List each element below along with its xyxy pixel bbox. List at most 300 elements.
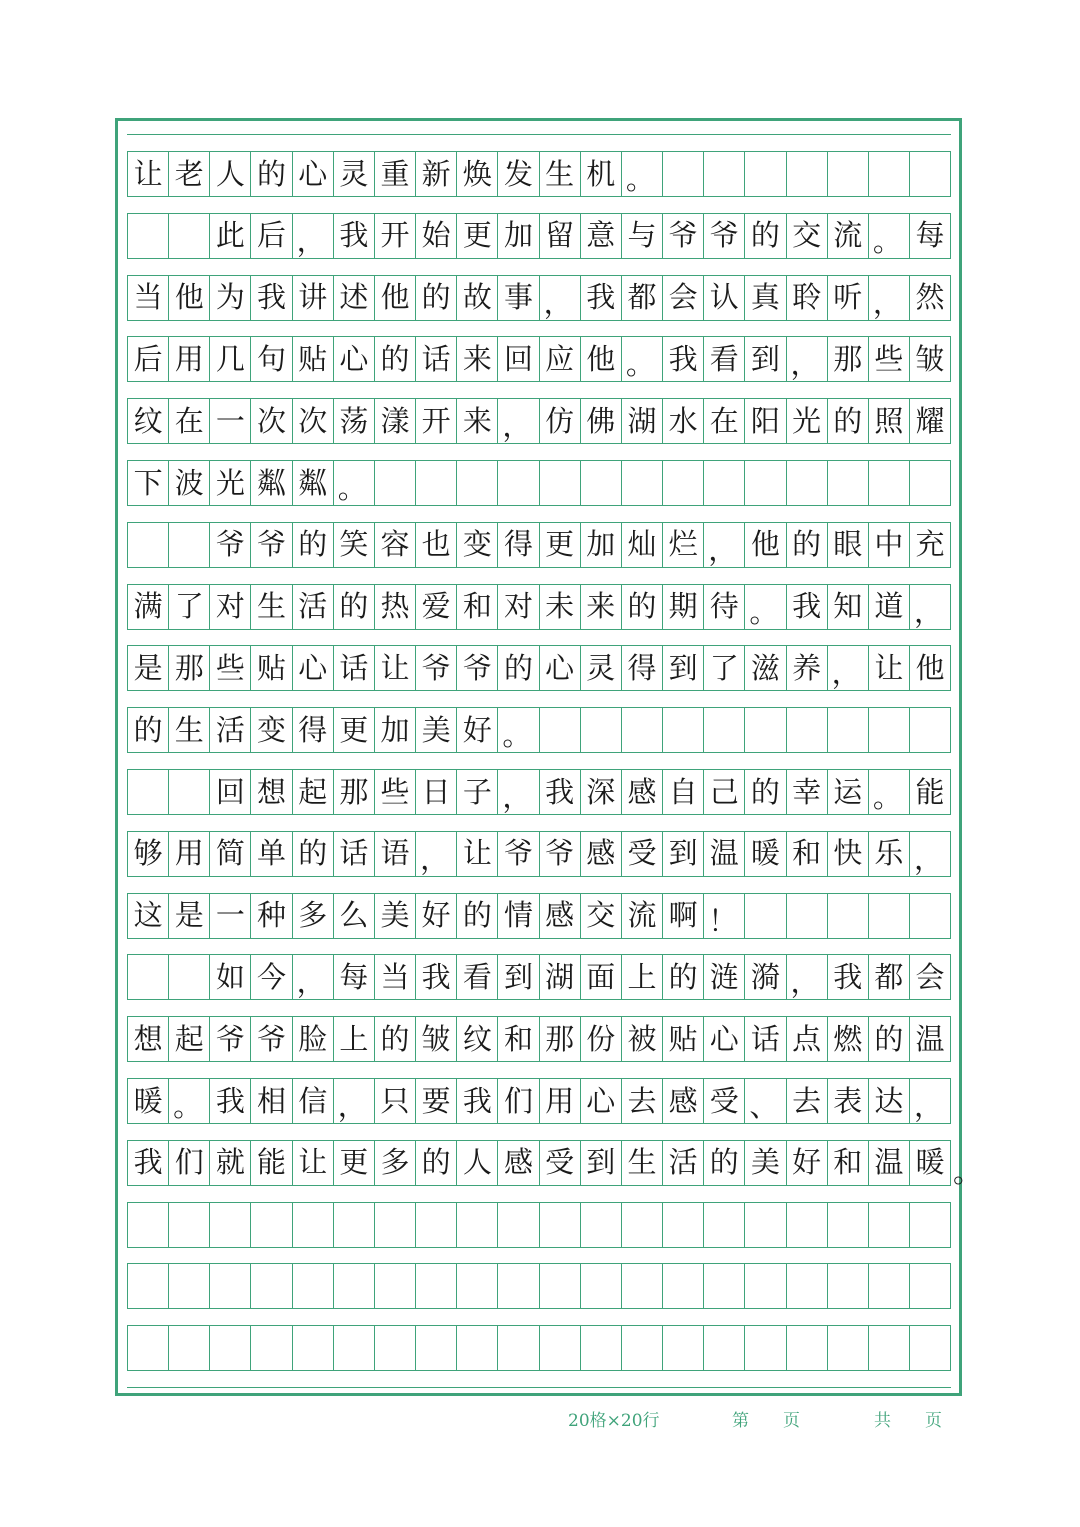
line-gap [127,629,951,647]
grid-cell: 变 [457,523,498,567]
grid-cell [498,1264,539,1308]
grid-cell: 好 [457,708,498,752]
line-gap [127,690,951,708]
grid-cell: 用 [540,1079,581,1123]
grid-cell [416,1203,457,1247]
grid-cell: 到 [498,955,539,999]
line-gap [127,938,951,956]
grid-cell: 运 [828,770,869,814]
grid-cell: 更 [334,1141,375,1185]
grid-cell: 更 [334,708,375,752]
grid-cell: 用 [169,337,210,381]
grid-cell [745,894,786,938]
line-gap [127,381,951,399]
grid-cell [457,461,498,505]
grid-cell [787,1264,828,1308]
grid-cell [128,955,169,999]
grid-cell: 都 [869,955,910,999]
grid-row [127,1079,951,1123]
grid-cell: 温 [910,1017,951,1061]
grid-cell [169,1326,210,1370]
grid-cell: 暖 [128,1079,169,1123]
grid-cell: 多 [293,894,334,938]
grid-cell: 荡 [334,399,375,443]
total-pages-label: 共 页 [874,1411,942,1431]
grid-cell: 焕 [457,152,498,196]
grid-cell: 待 [704,585,745,629]
grid-cell: 感 [622,770,663,814]
grid-row [127,1264,951,1308]
grid-cell: 去 [622,1079,663,1123]
grid-cell: 爷 [540,832,581,876]
grid-row [127,276,951,320]
grid-cell: 中 [869,523,910,567]
grid-cell: 得 [622,646,663,690]
grid-cell [910,152,951,196]
line-gap [127,1185,951,1203]
grid-cell: 回 [210,770,251,814]
grid-cell: 心 [293,646,334,690]
grid-cell: 那 [169,646,210,690]
grid-cell: 应 [540,337,581,381]
grid-cell: 多 [375,1141,416,1185]
grid-cell: 流 [828,214,869,258]
grid-cell: 人 [210,152,251,196]
grid-cell [169,955,210,999]
grid-cell [910,1264,951,1308]
line-gap [127,1061,951,1079]
grid-cell [581,1326,622,1370]
grid-cell [869,461,910,505]
grid-cell: 新 [416,152,457,196]
grid-cell: 漪 [745,955,786,999]
grid-cell: 每 [334,955,375,999]
grid-cell: 感 [498,1141,539,1185]
grid-cell: 后 [128,337,169,381]
grid-cell: 得 [498,523,539,567]
grid-cell [828,461,869,505]
grid-cell: 来 [457,337,498,381]
grid-cell: 照 [869,399,910,443]
grid-row [127,1203,951,1247]
line-gap [127,196,951,214]
line-gap [127,134,951,152]
grid-cell [910,1326,951,1370]
grid-cell: 到 [745,337,786,381]
grid-cell: 灵 [581,646,622,690]
grid-cell: 道 [869,585,910,629]
grid-cell: 受 [540,1141,581,1185]
grid-cell: 让 [869,646,910,690]
grid-cell [375,461,416,505]
grid-cell: 心 [581,1079,622,1123]
grid-cell: 想 [128,1017,169,1061]
grid-cell [745,1326,786,1370]
grid-cell: 当 [375,955,416,999]
grid-cell: 纹 [128,399,169,443]
grid-cell: 想 [251,770,292,814]
grid-cell: 达 [869,1079,910,1123]
grid-cell: 生 [169,708,210,752]
grid-cell: 上 [334,1017,375,1061]
grid-cell: 更 [540,523,581,567]
grid-cell: 被 [622,1017,663,1061]
grid-cell: 活 [293,585,334,629]
grid-cell [787,894,828,938]
grid-cell: 话 [745,1017,786,1061]
grid-cell: 来 [457,399,498,443]
grid-cell: 粼 [251,461,292,505]
grid-cell: 燃 [828,1017,869,1061]
line-gap [127,1123,951,1141]
grid-cell: 的 [622,585,663,629]
grid-cell: 开 [416,399,457,443]
grid-cell: 笑 [334,523,375,567]
grid-cell: 。 [498,708,539,752]
grid-cell [910,894,951,938]
grid-cell: 啊 [663,894,704,938]
grid-cell: 每 [910,214,951,258]
grid-cell: 感 [540,894,581,938]
grid-cell: 他 [581,337,622,381]
grid-cell: 子 [457,770,498,814]
grid-cell: 我 [251,276,292,320]
grid-cell [251,1264,292,1308]
grid-cell: 事 [498,276,539,320]
grid-cell: 得 [293,708,334,752]
grid-cell: 温 [869,1141,910,1185]
grid-cell [787,461,828,505]
grid-cell: 的 [745,214,786,258]
grid-cell: ， [869,276,910,320]
grid-row [127,461,951,505]
grid-cell: 加 [498,214,539,258]
grid-cell [869,1264,910,1308]
grid-cell: 语 [375,832,416,876]
grid-cell [622,1326,663,1370]
grid-cell: 那 [334,770,375,814]
grid-cell: 然 [910,276,951,320]
grid-cell: 、 [745,1079,786,1123]
grid-cell [251,1203,292,1247]
grid-cell: 点 [787,1017,828,1061]
grid-cell: 爱 [416,585,457,629]
grid-cell: 流 [622,894,663,938]
grid-cell: 爷 [251,523,292,567]
manuscript-grid [127,0,951,1527]
grid-cell [169,1203,210,1247]
grid-cell: 些 [210,646,251,690]
grid-cell: 热 [375,585,416,629]
grid-cell: 今 [251,955,292,999]
grid-cell: 一 [210,894,251,938]
grid-cell [869,1326,910,1370]
grid-cell: 烂 [663,523,704,567]
grid-cell: 乐 [869,832,910,876]
grid-cell [128,214,169,258]
grid-cell [540,1326,581,1370]
grid-cell: 看 [704,337,745,381]
grid-cell [251,1326,292,1370]
grid-cell: 会 [663,276,704,320]
grid-cell [787,1203,828,1247]
grid-cell: 到 [663,646,704,690]
grid-cell: 此 [210,214,251,258]
grid-cell: 人 [457,1141,498,1185]
grid-cell: 幸 [787,770,828,814]
grid-cell: 就 [210,1141,251,1185]
grid-cell: 灵 [334,152,375,196]
grid-row [127,399,951,443]
grid-cell [622,708,663,752]
grid-cell: 都 [622,276,663,320]
grid-cell [828,1326,869,1370]
grid-cell [540,1264,581,1308]
grid-cell [375,1264,416,1308]
grid-cell [416,461,457,505]
grid-cell: ， [498,399,539,443]
grid-cell [869,152,910,196]
grid-cell [622,461,663,505]
grid-cell [704,1203,745,1247]
grid-cell: 。 [622,337,663,381]
grid-cell [581,708,622,752]
grid-cell: 起 [293,770,334,814]
grid-cell [704,708,745,752]
grid-cell: 了 [704,646,745,690]
grid-cell: 话 [334,646,375,690]
grid-cell: 的 [375,1017,416,1061]
grid-cell [210,1203,251,1247]
grid-cell: 爷 [498,832,539,876]
line-gap [127,258,951,276]
grid-cell: 。 [169,1079,210,1123]
line-gap [127,505,951,523]
grid-cell: 述 [334,276,375,320]
grid-cell: 话 [416,337,457,381]
grid-cell [663,1264,704,1308]
grid-cell: 滋 [745,646,786,690]
grid-cell: 心 [540,646,581,690]
grid-cell: 信 [293,1079,334,1123]
grid-cell: 贴 [293,337,334,381]
grid-cell: 活 [210,708,251,752]
grid-cell [169,523,210,567]
grid-cell [828,1264,869,1308]
grid-cell: 当 [128,276,169,320]
grid-cell [910,708,951,752]
grid-cell [540,1203,581,1247]
grid-cell: 上 [622,955,663,999]
grid-cell: 让 [457,832,498,876]
line-gap [127,1370,951,1388]
grid-cell: 美 [745,1141,786,1185]
grid-cell [828,708,869,752]
grid-cell: 粼 [293,461,334,505]
grid-cell: 活 [663,1141,704,1185]
grid-cell: 那 [540,1017,581,1061]
grid-cell [745,461,786,505]
grid-cell: 。 [334,461,375,505]
grid-cell: 的 [293,523,334,567]
grid-cell: 佛 [581,399,622,443]
grid-cell: 够 [128,832,169,876]
grid-cell [869,708,910,752]
grid-cell: 聆 [787,276,828,320]
grid-cell: 一 [210,399,251,443]
grid-cell: 耀 [910,399,951,443]
grid-cell: 表 [828,1079,869,1123]
grid-cell [869,1203,910,1247]
grid-cell: 让 [375,646,416,690]
grid-cell: 的 [828,399,869,443]
grid-cell [457,1326,498,1370]
grid-cell: 回 [498,337,539,381]
line-gap [127,999,951,1017]
grid-cell [457,1264,498,1308]
grid-cell: 后 [251,214,292,258]
grid-cell: 变 [251,708,292,752]
grid-cell: 了 [169,585,210,629]
grid-row [127,585,951,629]
grid-cell: 留 [540,214,581,258]
grid-cell: 我 [581,276,622,320]
grid-cell: 让 [128,152,169,196]
grid-cell [581,1203,622,1247]
grid-cell: 的 [375,337,416,381]
grid-cell [169,770,210,814]
grid-cell: 要 [416,1079,457,1123]
grid-cell: 水 [663,399,704,443]
grid-row [127,770,951,814]
grid-cell: 的 [416,276,457,320]
grid-cell: ， [540,276,581,320]
grid-row [127,708,951,752]
grid-cell: 机 [581,152,622,196]
grid-cell: 我 [663,337,704,381]
line-gap [127,1308,951,1326]
grid-cell: 我 [334,214,375,258]
grid-cell: 温 [704,832,745,876]
grid-cell [293,1326,334,1370]
grid-cell [498,461,539,505]
grid-row [127,214,951,258]
grid-cell: 心 [704,1017,745,1061]
grid-cell [704,152,745,196]
grid-cell: 皱 [416,1017,457,1061]
grid-cell: 到 [663,832,704,876]
grid-cell: 。 [869,214,910,258]
grid-cell: 未 [540,585,581,629]
grid-cell [128,770,169,814]
grid-cell: ， [334,1079,375,1123]
grid-cell: 交 [787,214,828,258]
grid-cell: 故 [457,276,498,320]
grid-cell: 的 [416,1141,457,1185]
grid-cell [704,1326,745,1370]
grid-cell [869,894,910,938]
grid-cell [334,1203,375,1247]
grid-row [127,646,951,690]
grid-cell: 句 [251,337,292,381]
grid-cell [663,1326,704,1370]
grid-cell: 我 [540,770,581,814]
line-gap [127,443,951,461]
grid-cell: 对 [210,585,251,629]
grid-cell: 让 [293,1141,334,1185]
grid-cell: 爷 [210,523,251,567]
grid-cell: 漾 [375,399,416,443]
grid-cell: 生 [540,152,581,196]
grid-cell: 在 [704,399,745,443]
line-gap [127,752,951,770]
line-gap [127,814,951,832]
grid-cell: 日 [416,770,457,814]
grid-row [127,523,951,567]
grid-cell: ！ [704,894,745,938]
grid-row [127,1017,951,1061]
grid-cell: 暖 [745,832,786,876]
grid-cell: 感 [581,832,622,876]
grid-cell: 皱 [910,337,951,381]
grid-cell [375,1326,416,1370]
grid-cell: 老 [169,152,210,196]
grid-cell: 他 [375,276,416,320]
grid-cell [169,214,210,258]
grid-cell: 的 [787,523,828,567]
grid-cell: 加 [375,708,416,752]
grid-cell: 发 [498,152,539,196]
grid-cell: 交 [581,894,622,938]
grid-cell [169,1264,210,1308]
grid-cell: ， [498,770,539,814]
grid-cell: 的 [293,832,334,876]
grid-cell: 生 [251,585,292,629]
grid-cell: 下 [128,461,169,505]
grid-cell [128,1264,169,1308]
grid-cell: 次 [293,399,334,443]
grid-cell: 些 [375,770,416,814]
grid-row [127,152,951,196]
grid-cell: 美 [416,708,457,752]
grid-cell: ， [787,955,828,999]
grid-cell: 去 [787,1079,828,1123]
grid-cell [663,708,704,752]
grid-cell: 受 [704,1079,745,1123]
grid-cell: 眼 [828,523,869,567]
grid-cell: 容 [375,523,416,567]
grid-cell: 简 [210,832,251,876]
grid-cell [416,1264,457,1308]
grid-cell: 如 [210,955,251,999]
grid-cell: ， [787,337,828,381]
grid-cell [540,461,581,505]
grid-cell [622,1203,663,1247]
grid-cell: 的 [334,585,375,629]
grid-cell [704,461,745,505]
grid-row [127,337,951,381]
grid-cell: 和 [828,1141,869,1185]
grid-cell: 灿 [622,523,663,567]
grid-cell: 爷 [457,646,498,690]
grid-cell: ， [704,523,745,567]
grid-cell: 与 [622,214,663,258]
grid-row [127,894,951,938]
grid-cell [828,894,869,938]
grid-cell [663,152,704,196]
grid-cell: 我 [828,955,869,999]
grid-cell: 的 [498,646,539,690]
